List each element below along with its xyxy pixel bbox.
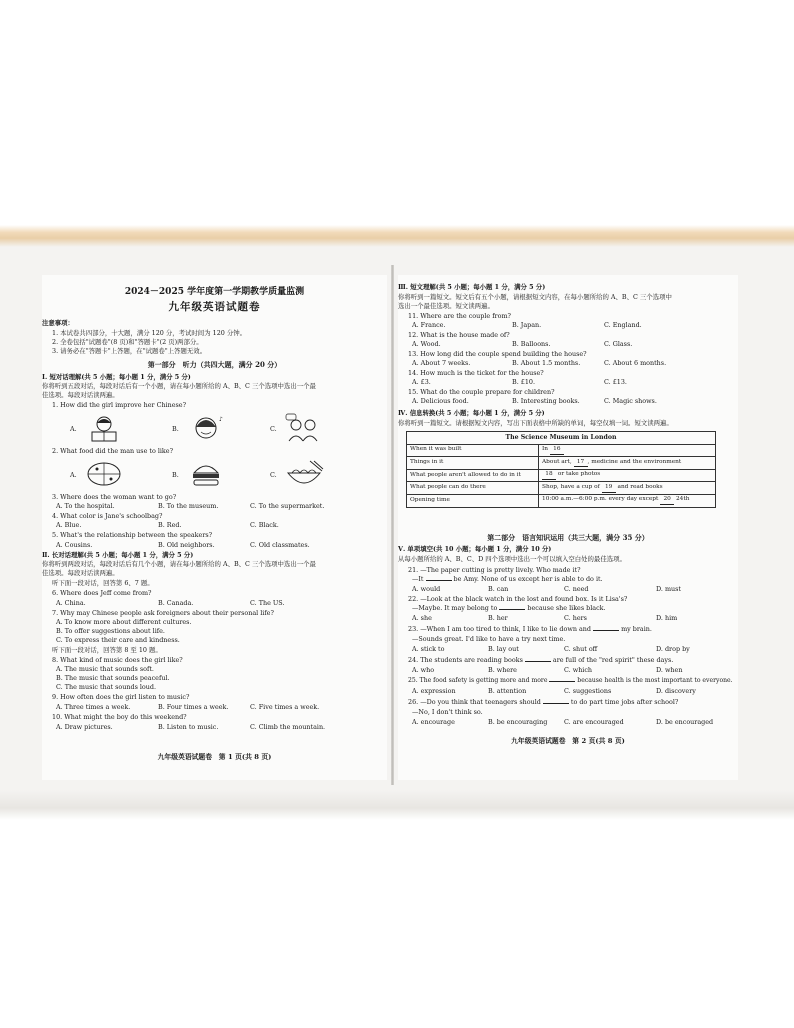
question-25-options [398,687,738,696]
question-14-options [398,378,738,387]
option-a: A. Three times a week. [56,703,131,711]
option-d: D. must [656,585,681,593]
table-value [539,494,716,507]
section2-heading: Ⅱ. 长对话理解(共 5 小题；每小题 1 分，满分 5 分) [42,551,194,559]
answer-blank[interactable]: 17 [574,459,588,468]
page-footer: 九年级英语试题卷 第 2 页(共 8 页) [511,737,625,745]
question-23-line-2: —Sounds great. I'd like to have a try next time. [412,635,566,643]
question-12: 12. What is the house made of? [408,331,510,339]
pizza-icon [84,459,124,489]
option-label: A. [70,425,77,433]
exam-title: 2024－2025 学年度第一学期教学质量监测 [124,287,305,297]
question-3-options [42,502,387,511]
text: 25. The food safety is getting more and more [408,677,550,684]
section1-heading: Ⅰ. 短对话理解(共 5 小题；每小题 1 分，满分 5 分) [42,373,191,381]
text: because she likes black. [525,604,606,612]
option-a: A. France. [412,321,446,329]
question-8-option-b: B. The music that sounds peaceful. [56,674,170,682]
option-a: A. To the hospital. [56,502,115,510]
noodles-bowl-icon [284,459,324,489]
option-b: B. Canada. [158,599,194,607]
answer-line[interactable] [549,677,575,682]
scan-top-shadow [0,225,794,247]
text: to do part time jobs after school? [568,698,679,706]
question-5-options [42,541,387,550]
talking-people-icon [284,413,324,443]
option-d: D. when [656,666,683,674]
table-key: Opening time [407,494,539,507]
option-a: A. Delicious food. [412,397,469,405]
table-key: When it was built [407,444,539,457]
question-11: 11. Where are the couple from? [408,312,511,320]
option-b: B. her [488,614,508,622]
answer-blank[interactable]: 19 [602,484,616,493]
option-c: C. Climb the mountain. [250,723,326,731]
question-7: 7. Why may Chinese people ask foreigners about their personal life? [52,609,274,617]
option-b: B. Old neighbors. [158,541,215,549]
option-a: A. Draw pictures. [56,723,113,731]
question-4-options [42,521,387,530]
svg-text:♪: ♪ [219,416,223,423]
section2-note-1: 听下面一段对话，回答第 6、7 题。 [52,579,154,587]
option-a: A. China. [56,599,86,607]
section1-instruction: 你将听到五段对话，每段对话后有一个小题，请在每小题所给的 A、B、C 三个选项中选出一个最 [42,382,316,390]
option-b: B. where [488,666,517,674]
question-26 [398,698,738,707]
table-key: What people aren't allowed to do in it [407,469,539,482]
text: be Amy. None of us except her is able to do it. [451,575,603,583]
text: —Maybe. It may belong to [412,604,500,612]
question-21-options [398,585,738,594]
table-row [407,469,716,482]
option-c: C. Five times a week. [250,703,320,711]
section5-heading: Ⅴ. 单项填空(共 10 小题；每小题 1 分，满分 10 分) [398,545,552,553]
option-label: A. [70,471,77,479]
question-22: 22. —Look at the black watch in the lost and found box. Is it Lisa's? [408,595,628,603]
question-6-options [42,599,387,608]
option-b: B. Red. [158,521,182,529]
option-c: C. Old classmates. [250,541,310,549]
question-13-options [398,359,738,368]
option-b: B. Interesting books. [512,397,580,405]
table-row [407,494,716,507]
question-22-options [398,614,738,623]
value-text: Shop, have a cup of [542,483,602,490]
question-6: 6. Where does Jeff come from? [52,589,152,597]
table-value [539,482,716,495]
table-value [539,457,716,470]
option-c: C. which [564,666,593,674]
section2-note-2: 听下面一段对话，回答第 8 至 10 题。 [52,646,162,654]
table-title: The Science Museum in London [407,432,716,445]
question-23-options [398,645,738,654]
question-15: 15. What do the couple prepare for children? [408,388,555,396]
reading-girl-icon [84,413,124,443]
question-7-option-a: A. To know more about different cultures. [56,618,192,626]
question-26-line-2: —No, I don't think so. [412,708,483,716]
page-footer: 九年级英语试题卷 第 1 页(共 8 页) [157,753,272,761]
text: 24. The students are reading books [408,656,525,664]
value-text: 24th [674,496,690,503]
question-8: 8. What kind of music does the girl like? [52,656,183,664]
option-b: B. be encouraging [488,718,548,726]
option-c: C. About 6 months. [604,359,667,367]
table-row [407,482,716,495]
answer-line[interactable] [543,699,569,704]
option-b: B. can [488,585,509,593]
question-10-options [42,723,387,732]
option-a: A. Cousins. [56,541,93,549]
question-25 [398,677,738,685]
question-1: 1. How did the girl improve her Chinese? [52,401,187,409]
section3-instruction: 你将听到一篇短文。短文后有五个小题，请根据短文内容，在每小题所给的 A、B、C 三个选项中 [398,293,672,301]
question-10: 10. What might the boy do this weekend? [52,713,187,721]
table-key: Things in it [407,457,539,470]
option-a: A. would [412,585,441,593]
option-b: B. To the museum. [158,502,219,510]
option-d: D. discovery [656,687,696,695]
option-c: C. To the supermarket. [250,502,325,510]
option-b: B. Balloons. [512,340,551,348]
option-b: B. attention [488,687,527,695]
notice-3: 3. 请务必在"答题卡"上答题，在"试题卷"上答题无效。 [52,347,207,355]
exam-page-2 [398,275,738,780]
question-2: 2. What food did the man use to like? [52,447,174,455]
option-b: B. Japan. [512,321,542,329]
option-c: C. hers [564,614,587,622]
option-c: C. are encouraged [564,718,624,726]
option-d: D. him [656,614,678,622]
table-key: What people can do there [407,482,539,495]
option-c: C. suggestions [564,687,612,695]
question-24-options [398,666,738,675]
option-label: B. [172,471,179,479]
question-13: 13. How long did the couple spend building the house? [408,350,587,358]
option-a: A. About 7 weeks. [412,359,471,367]
section3-instruction-2: 选出一个最佳选项。短文读两遍。 [398,302,494,310]
option-c: C. Glass. [604,340,633,348]
option-a: A. she [412,614,432,622]
question-26-options [398,718,738,727]
value-text: 10:00 a.m.—6:00 p.m. every day except [542,496,661,503]
question-2-pictures [70,459,370,489]
option-b: B. Listen to music. [158,723,219,731]
option-b: B. lay out [488,645,519,653]
question-7-option-c: C. To express their care and kindness. [56,636,180,644]
notice-heading: 注意事项： [42,319,74,327]
singing-girl-icon [186,413,226,443]
answer-line[interactable] [426,576,452,581]
option-d: D. drop by [656,645,690,653]
option-label: C. [270,425,277,433]
question-1-pictures [70,413,370,443]
option-a: A. Blue. [56,521,82,529]
section2-instruction-2: 佳选项。每段对话读两遍。 [42,569,119,577]
value-text: , medicine and the environment [587,458,682,465]
answer-line[interactable] [593,626,619,631]
value-text: In [542,445,550,452]
section4-heading: Ⅳ. 信息转换(共 5 小题；每小题 1 分，满分 5 分) [398,409,545,417]
text: 23. —When I am too tired to think, I like to lie down and [408,625,594,633]
option-c: C. The US. [250,599,285,607]
section1-instruction-2: 佳选项。每段对话读两遍。 [42,391,119,399]
question-12-options [398,340,738,349]
option-c: C. need [564,585,589,593]
answer-blank[interactable]: 18 [542,471,556,480]
text: my brain. [619,625,652,633]
option-c: C. shut off [564,645,598,653]
section4-instruction: 你将听到一篇短文。请根据短文内容，写出下面表格中所缺的单词，每空仅填一词。短文读两遍。 [398,419,673,427]
text: —It [412,575,426,583]
question-14: 14. How much is the ticket for the house? [408,369,544,377]
question-21: 21. —The paper cutting is pretty lively. Who made it? [408,566,581,574]
page-fold [391,265,394,785]
answer-line[interactable] [525,657,551,662]
question-4: 4. What color is Jane's schoolbag? [52,512,163,520]
text: are full of the "red spirit" these days. [550,656,674,664]
option-label: C. [270,471,277,479]
table-row [407,444,716,457]
value-text: and read books [615,483,663,490]
answer-blank[interactable]: 20 [660,496,674,505]
info-table [406,431,716,508]
part2-heading: 第二部分 语言知识运用（共三大题，满分 35 分） [487,533,649,542]
option-d: D. be encouraged [656,718,714,726]
question-23 [398,625,738,634]
part1-heading: 第一部分 听力（共四大题，满分 20 分） [147,360,282,369]
option-a: A. £3. [412,378,431,386]
section3-heading: Ⅲ. 短文理解(共 5 小题；每小题 1 分，满分 5 分) [398,283,546,291]
question-15-options [398,397,738,406]
option-a: A. who [412,666,435,674]
question-7-option-b: B. To offer suggestions about life. [56,627,165,635]
table-value [539,469,716,482]
text: because health is the most important to everyone. [575,677,733,684]
question-24 [398,656,738,665]
question-21-line-2 [398,575,738,584]
option-b: B. £10. [512,378,535,386]
table-value [539,444,716,457]
option-b: B. About 1.5 months. [512,359,581,367]
question-5: 5. What's the relationship between the speakers? [52,531,213,539]
table-row [407,457,716,470]
notice-1: 1. 本试卷共四部分，十大题，满分 120 分，考试时间为 120 分钟。 [52,329,247,337]
hamburger-icon [186,459,226,489]
value-text: About art, [542,458,574,465]
section5-instruction: 从每小题所给的 A、B、C、D 四个选项中选出一个可以填入空白处的最佳选项。 [398,555,626,563]
exam-page-1 [42,275,387,780]
answer-blank[interactable]: 16 [550,446,564,455]
option-c: C. England. [604,321,642,329]
option-a: A. expression [412,687,456,695]
option-a: A. Wood. [412,340,441,348]
question-9: 9. How often does the girl listen to music? [52,693,190,701]
option-a: A. encourage [412,718,455,726]
option-b: B. Four times a week. [158,703,229,711]
section2-instruction: 你将听到两段对话，每段对话后有几个小题，请在每小题所给的 A、B、C 三个选项中选出一个最 [42,560,316,568]
exam-subtitle: 九年级英语试题卷 [168,301,261,313]
option-c: C. £13. [604,378,627,386]
question-11-options [398,321,738,330]
text: 26. —Do you think that teenagers should [408,698,543,706]
option-c: C. Magic shows. [604,397,657,405]
scan-bottom-edge [0,790,794,820]
answer-line[interactable] [499,605,525,610]
option-a: A. stick to [412,645,445,653]
option-c: C. Black. [250,521,279,529]
option-label: B. [172,425,179,433]
question-22-line-2 [398,604,738,613]
question-8-option-c: C. The music that sounds loud. [56,683,157,691]
value-text: or take photos [556,471,601,478]
notice-2: 2. 全卷包括"试题卷"(8 页)和"答题卡"(2 页)两部分。 [52,338,203,346]
question-9-options [42,703,387,712]
question-8-option-a: A. The music that sounds soft. [56,665,154,673]
question-3: 3. Where does the woman want to go? [52,493,177,501]
